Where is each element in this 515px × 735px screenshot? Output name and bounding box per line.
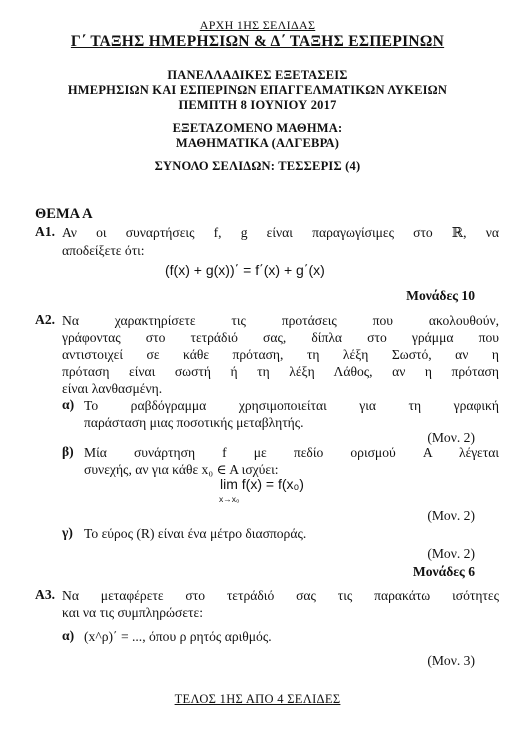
page-header-top: ΑΡΧΗ 1ΗΣ ΣΕΛΙΔΑΣ [199,18,316,32]
a2-label: Α2. [35,312,56,327]
subject-name: ΜΑΘΗΜΑΤΙΚΑ (ΑΛΓΕΒΡΑ) [175,136,340,150]
a3-label: Α3. [35,587,56,602]
a2-line-2: γράφοντας στο τετράδιό σας, δίπλα στο γράμμα που [62,330,499,345]
a3-line-2: και να τις συμπληρώσετε: [62,605,203,620]
a1-label: Α1. [35,224,56,239]
a3-item-a-text: (x^ρ)΄ = ..., όπου ρ ρητός αριθμός. [84,629,272,644]
a2-item-a-label: α) [62,397,75,412]
theme-title: ΘΕΜΑ Α [35,206,93,222]
a3-line-1: Να μεταφέρετε στο τετράδιό σας τις παρακάτω ισότητες [62,588,499,603]
a2-item-c-text: Το εύρος (R) είναι ένα μέτρο διασποράς. [84,526,307,541]
a3-item-a-label: α) [62,628,75,643]
a2-line-5: είναι λανθασμένη. [62,381,163,396]
a1-line-1: Αν οι συναρτήσεις f, g είναι παραγωγίσιμες στο ℝ, να [62,225,499,240]
a2-marks: Μονάδες 6 [412,564,475,579]
a2-item-a-marks: (Μον. 2) [427,430,475,445]
a2-line-3: αντιστοιχεί σε κάθε πρόταση, τη λέξη Σωστό, αν η [62,347,499,362]
a2-item-a-line-2: παράσταση μιας ποσοτικής μεταβλητής. [84,415,304,430]
exam-date: ΠΕΜΠΤΗ 8 ΙΟΥΝΙΟΥ 2017 [178,98,337,112]
a3-item-a-marks: (Μον. 3) [427,653,475,668]
a2-item-c-marks: (Μον. 2) [427,546,475,561]
schools-title: ΗΜΕΡΗΣΙΩΝ ΚΑΙ ΕΣΠΕΡΙΝΩΝ ΕΠΑΓΓΕΛΜΑΤΙΚΩΝ ΛΥΚΕΙΩΝ [67,83,448,97]
a2-line-4: πρόταση είναι σωστή ή τη λέξη Λάθος, αν η πρόταση [62,364,499,379]
a2-item-c-label: γ) [62,525,73,540]
a2-line-1: Να χαρακτηρίσετε τις προτάσεις που ακολουθούν, [62,313,499,328]
a2-item-b-formula: lim f(x) = f(x₀) [220,476,304,492]
a1-marks: Μονάδες 10 [406,288,475,303]
page-footer: ΤΕΛΟΣ 1ΗΣ ΑΠΟ 4 ΣΕΛΙΔΕΣ [174,692,341,706]
a1-formula: (f(x) + g(x))΄ = f΄(x) + g΄(x) [165,262,325,278]
a2-item-b-marks: (Μον. 2) [427,508,475,523]
a1-line-2: αποδείξετε ότι: [62,243,145,258]
a2-item-a-line-1: Το ραβδόγραμμα χρησιμοποιείται για τη γραφική [84,398,499,413]
a2-item-b-line-1: Μία συνάρτηση f με πεδίο ορισμού A λέγεται [84,445,499,460]
class-title: Γ΄ ΤΑΞΗΣ ΗΜΕΡΗΣΙΩΝ & Δ΄ ΤΑΞΗΣ ΕΣΠΕΡΙΝΩΝ [70,33,445,50]
a2-item-b-line-2: συνεχής, αν για κάθε x₀ ∈ A ισχύει: [84,462,279,477]
subject-label: ΕΞΕΤΑΖΟΜΕΝΟ ΜΑΘΗΜΑ: [172,121,343,135]
page-count: ΣΥΝΟΛΟ ΣΕΛΙΔΩΝ: ΤΕΣΣΕΡΙΣ (4) [154,159,361,173]
a2-item-b-label: β) [62,444,74,459]
a2-item-b-formula-sub: x→x₀ [219,494,240,504]
exams-title: ΠΑΝΕΛΛΑΔΙΚΕΣ ΕΞΕΤΑΣΕΙΣ [167,68,348,82]
